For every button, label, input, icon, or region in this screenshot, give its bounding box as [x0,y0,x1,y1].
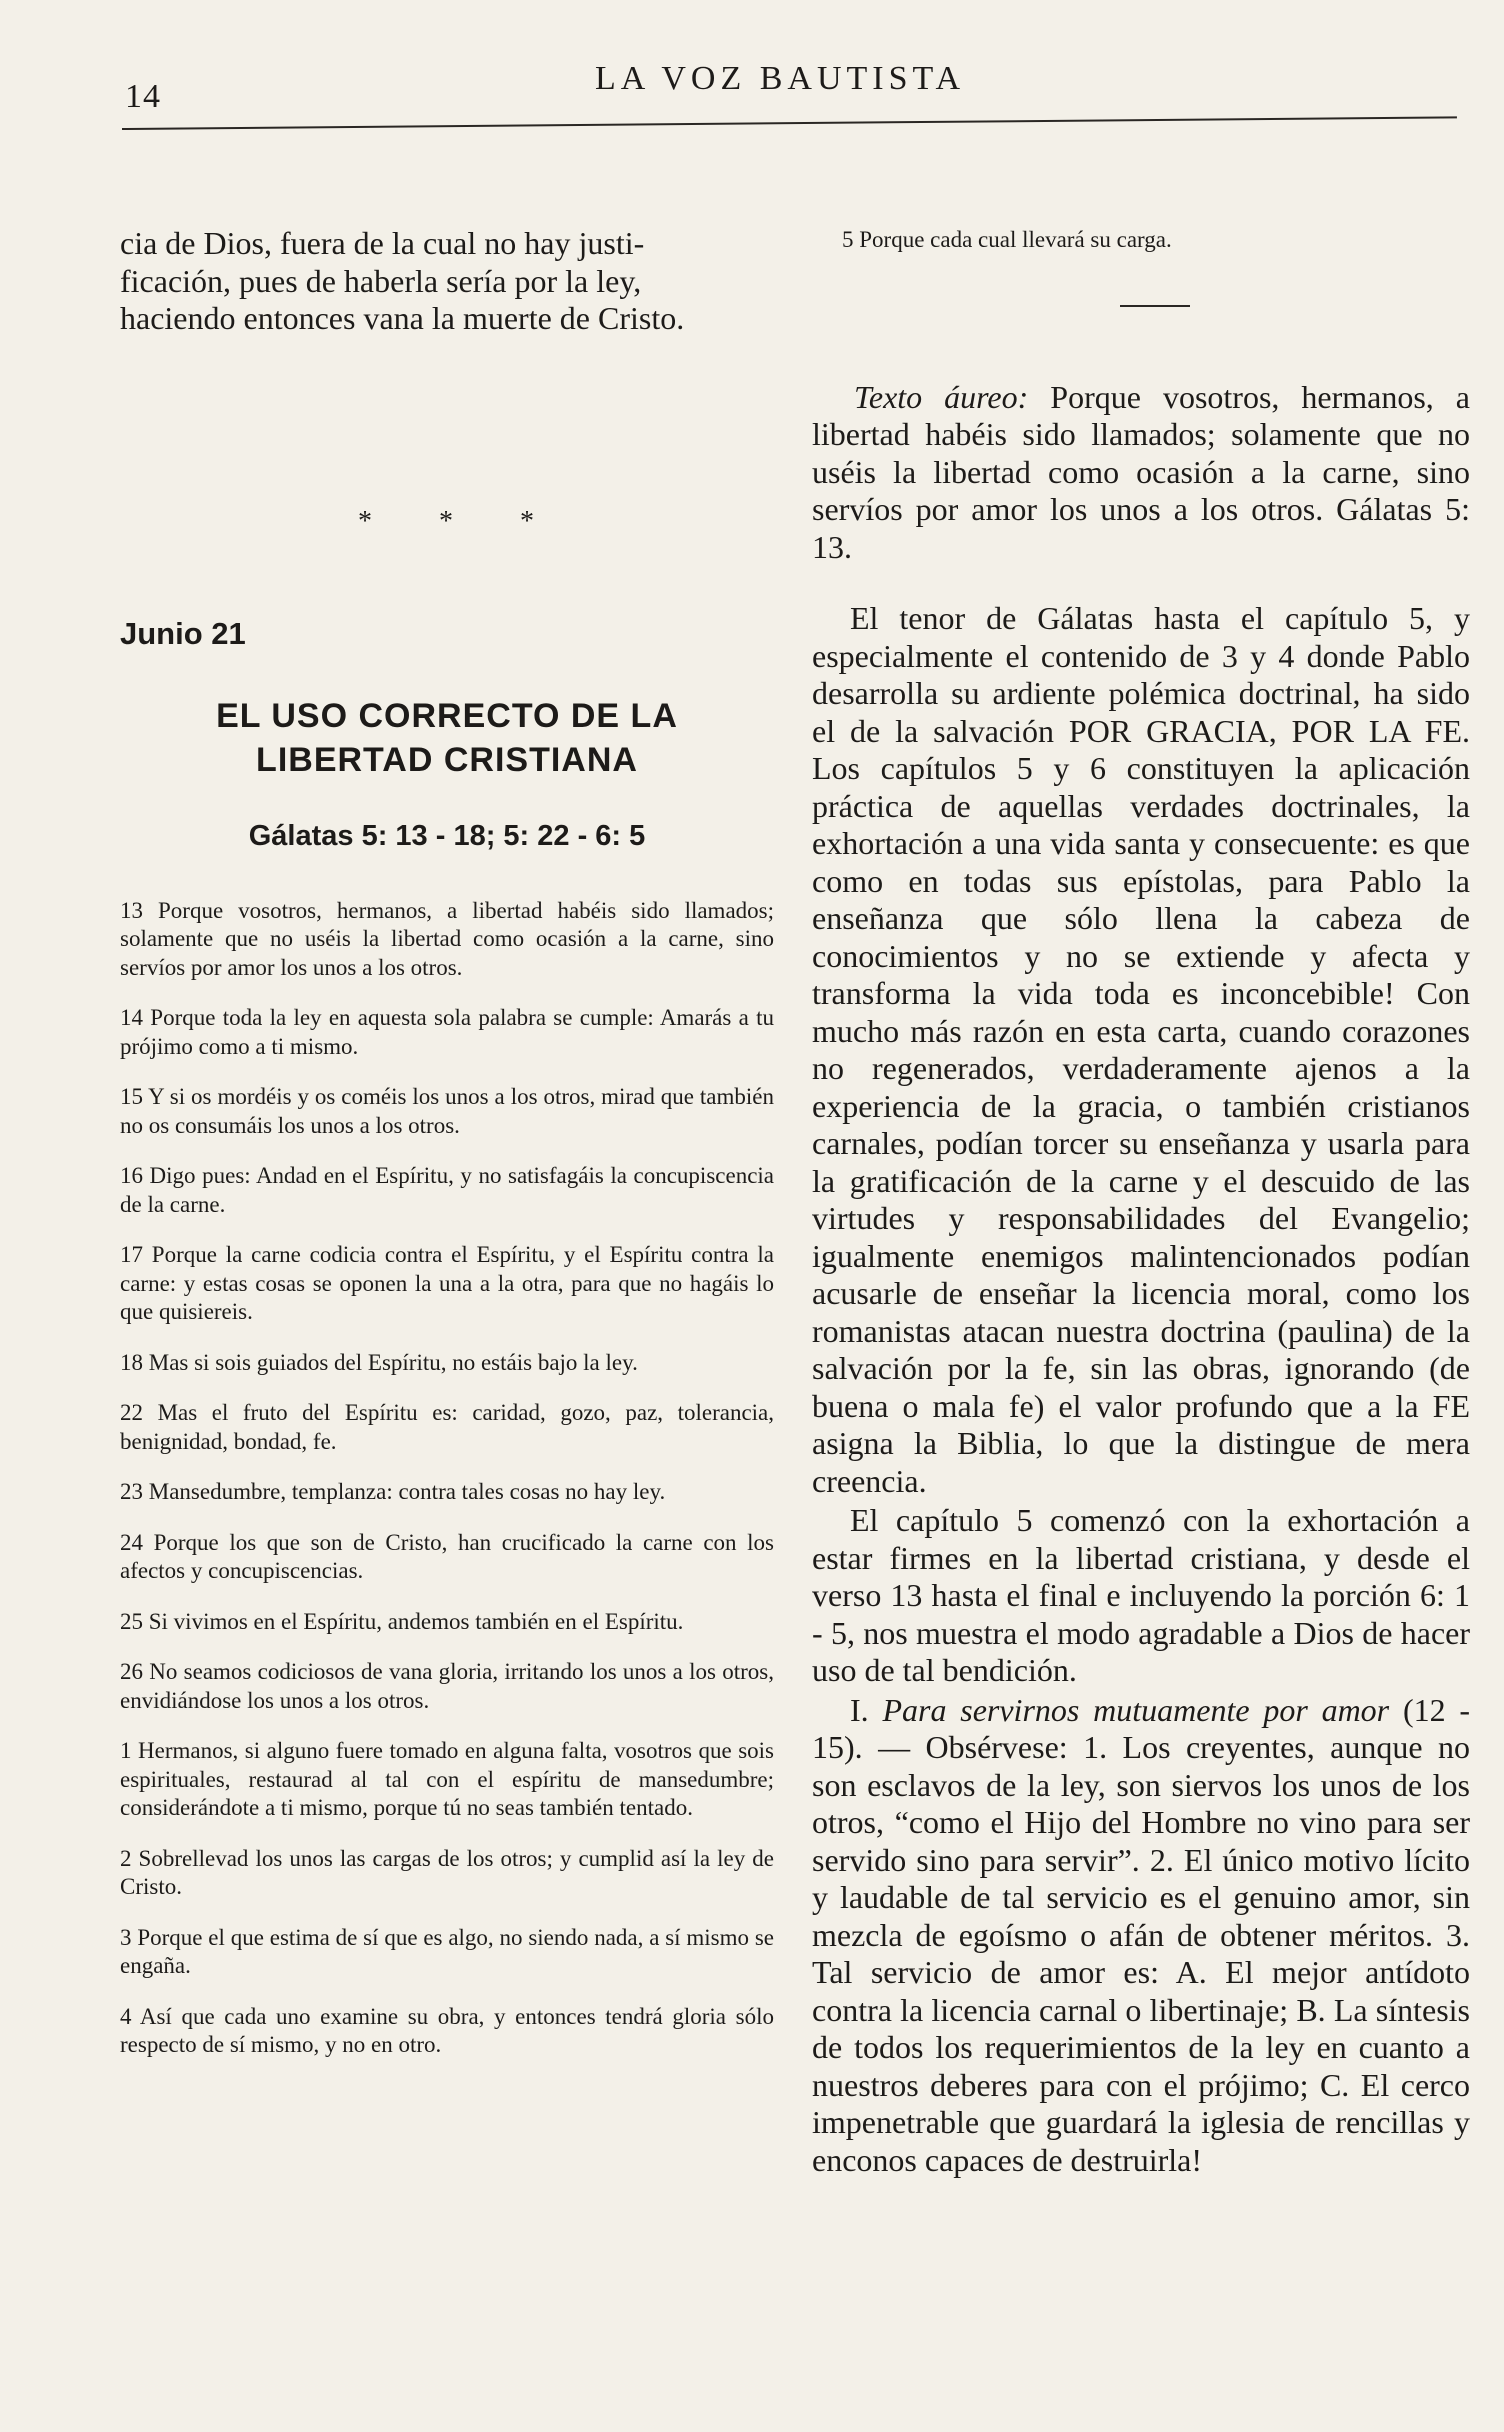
golden-text-label: Texto áureo: [854,378,1029,415]
section-body: (12 - 15). — Obsérvese: 1. Los creyentes, aunque no son esclavos de la ley, son siervos los unos de los otros, “como el Hijo del Hombre no vino para ser servido sino para servir”. 2. El único motivo lícito y laudable de tal servicio es el genuino amor, sin mezcla de egoísmo o afán de obtener méritos. 3. Tal servicio de amor es: A. El mejor antídoto contra la licencia carnal o libertinaje; B. La síntesis de todos los requerimientos de la ley en cuanto a nuestros deberes para con el prójimo; C. El cerco impenetrable que guardará la iglesia de rencillas y enconos capaces de destruirla! [812,1691,1471,2178]
golden-text [812,379,1470,567]
lesson-title-line: EL USO CORRECTO DE LA [216,696,678,735]
header-rule [122,116,1457,130]
body-paragraph-3 [812,1692,1470,2180]
body-paragraph-1: El tenor de Gálatas hasta el capítulo 5, y especialmente el contenido de 3 y 4 donde Pablo desarrolla su ardiente polémica doctrinal, ha sido el de la salvación POR GRACIA, POR LA FE. Los capítulos 5 y 6 constituyen la aplicación práctica de aquellas verdades doctrinales, la exhortación a una vida santa y consecuente: es que como en todas sus epístolas, para Pablo la enseñanza que sólo llena la cabeza de conocimientos y no se extiende y afecta y transforma la vida toda es inconcebible! Con mucho más razón en esta carta, cuando corazones no regenerados, verdaderamente ajenos a la experiencia de la gracia, o también cristianos carnales, podían torcer su enseñanza y usarla para la gratificación de la carne y el descuido de las virtudes y responsabilidades del Evangelio; igualmente enemigos malintencionados podían acusarle de enseñar la licencia moral, como los romanistas atacan nuestra doctrina (paulina) de la salvación por la fe, sin las obras, ignorando (de buena o mala fe) el valor profundo que a la FE asigna la Biblia, lo que la distingue de mera creencia. [812,600,1470,1499]
section-number: I. [850,1691,869,1728]
intro-line: cia de Dios, fuera de la cual no hay justi- [120,225,645,261]
verse-15: 15 Y si os mordéis y os coméis los unos a los otros, mirad que también no os consumáis los unos a los otros. [120,1084,774,1138]
verse-25: 25 Si vivimos en el Espíritu, andemos también en el Espíritu. [120,1608,684,1634]
lesson-reference: Gálatas 5: 13 - 18; 5: 22 - 6: 5 [248,819,646,852]
verse-24: 24 Porque los que son de Cristo, han crucificado la carne con los afectos y concupiscencias. [120,1529,774,1583]
verse-18: 18 Mas si sois guiados del Espíritu, no estáis bajo la ley. [120,1349,638,1375]
verse-13: 13 Porque vosotros, hermanos, a libertad habéis sido llamados; solamente que no uséis la libertad como ocasión a la carne, sino servíos por amor los unos a los otros. [120,897,774,980]
date-heading: Junio 21 [120,615,246,651]
section-separator: * * * [358,505,564,537]
running-title: LA VOZ BAUTISTA [595,60,966,97]
verse-6-5: 5 Porque cada cual llevará su carga. [842,227,1172,252]
verse-26: 26 No seamos codiciosos de vana gloria, irritando los unos a los otros, envidiándose los unos a los otros. [120,1659,774,1713]
verse-6-4: 4 Así que cada uno examine su obra, y entonces tendrá gloria sólo respecto de sí mismo, y no en otro. [120,2003,774,2057]
lesson-title [120,694,774,782]
left-column [120,225,774,2082]
intro-paragraph [120,225,774,338]
verse-6-2: 2 Sobrellevad los unos las cargas de los otros; y cumplid así la ley de Cristo. [120,1845,774,1899]
verse-6-3: 3 Porque el que estima de sí que es algo, no siendo nada, a sí mismo se engaña. [120,1924,774,1978]
section-heading: Para servirnos mutuamente por amor [882,1691,1390,1728]
intro-line: ficación, pues de haberla sería por la ley, [120,262,642,299]
verse-23: 23 Mansedumbre, templanza: contra tales cosas no hay ley. [120,1479,666,1504]
page-number: 14 [125,78,161,115]
verse-22: 22 Mas el fruto del Espíritu es: caridad, gozo, paz, tolerancia, benignidad, bondad, fe. [120,1400,774,1454]
verse-6-1: 1 Hermanos, si alguno fuere tomado en alguna falta, vosotros que sois espirituales, restaurad al tal con el espíritu de mansedumbre; considerándote a ti mismo, porque tú no seas también tentado. [120,1738,774,1820]
short-divider [1120,305,1190,307]
lesson-title-line: LIBERTAD CRISTIANA [256,740,638,779]
intro-line: haciendo entonces vana la muerte de Cristo. [120,300,685,336]
right-column [812,220,1470,2179]
verse-16: 16 Digo pues: Andad en el Espíritu, y no satisfagáis la concupiscencia de la carne. [120,1163,774,1217]
golden-text-body: Porque vosotros, hermanos, a libertad habéis sido llamados; solamente que no uséis la libertad como ocasión a la carne, sino servíos por amor los unos a los otros. Gálatas 5: 13. [812,378,1470,565]
body-paragraph-2: El capítulo 5 comenzó con la exhortación a estar firmes en la libertad cristiana, y desde el verso 13 hasta el final e incluyendo la porción 6: 1 - 5, nos muestra el modo agradable a Dios de hacer uso de tal bendición. [812,1502,1470,1688]
verse-17: 17 Porque la carne codicia contra el Espíritu, y el Espíritu contra la carne: y estas cosas se oponen la una a la otra, para que no hagáis lo que quisiereis. [120,1242,774,1324]
verse-14: 14 Porque toda la ley en aquesta sola palabra se cumple: Amarás a tu prójimo como a ti mismo. [120,1005,774,1059]
